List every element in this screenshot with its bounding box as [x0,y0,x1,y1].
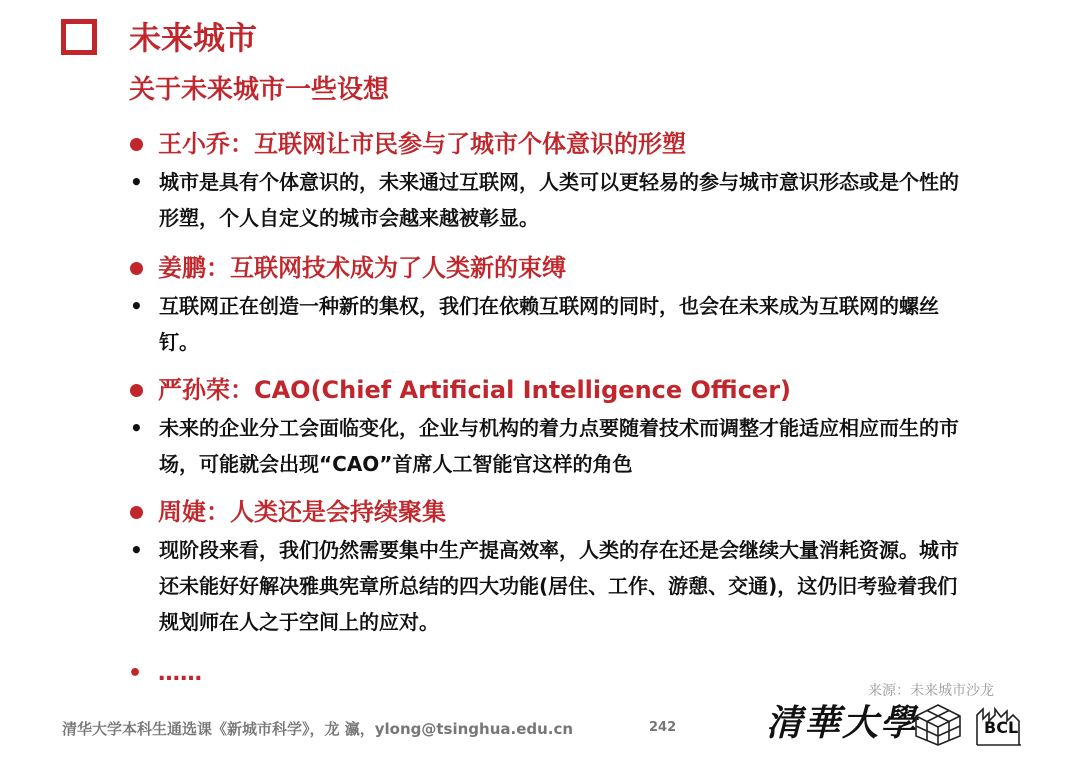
red-bullet-icon [130,384,143,397]
title-square-icon [61,19,97,55]
section-body-text: 城市是具有个体意识的，未来通过互联网，人类可以更轻易的参与城市意识形态或是个性的形塑，个人自定义的城市会越来越被彰显。 [159,170,959,230]
section-body-text: 互联网正在创造一种新的集权，我们在依赖互联网的同时，也会在未来成为互联网的螺丝钉。 [159,294,939,354]
page-title: 未来城市 [129,19,258,57]
section-heading-text: 严孙荣：CAO(Chief Artificial Intelligence Officer) [158,376,792,404]
footer-course-info: 清华大学本科生通选课《新城市科学》，龙 瀛，ylong@tsinghua.edu.cn [62,720,574,738]
section-body-text: 现阶段来看，我们仍然需要集中生产提高效率，人类的存在还是会继续大量消耗资源。城市还未能好好解决雅典宪章所总结的四大功能(居住、工作、游憩、交通)，这仍旧考验着我们规划师在人之于空间上的应对。 [159,538,959,634]
bullet-icon: • [130,416,143,440]
bullet-icon: • [130,294,143,318]
section-heading-text: 周婕：人类还是会持续聚集 [158,498,446,526]
red-bullet-char-icon: • [128,661,143,686]
section-heading-text: 姜鹏：互联网技术成为了人类新的束缚 [158,254,566,282]
section-body-text: 未来的企业分工会面临变化，企业与机构的着力点要随着技术而调整才能适应相应而生的市场，可能就会出现“CAO”首席人工智能官这样的角色 [159,416,959,476]
ellipsis-text: …… [158,661,202,686]
bcl-logo [975,705,1025,751]
bullet-icon: • [130,170,143,194]
tsinghua-logo: 清華大學 [766,702,919,744]
red-bullet-icon [130,506,143,519]
cube-logo-icon [913,703,963,747]
section-heading-text: 王小乔：互联网让市民参与了城市个体意识的形塑 [158,130,686,158]
bullet-icon: • [130,538,143,562]
red-bullet-icon [130,138,143,151]
page-number: 242 [649,720,677,735]
red-bullet-icon [130,262,143,275]
page-subtitle: 关于未来城市一些设想 [129,75,390,105]
bcl-logo-text: BCL [984,718,1019,737]
source-note: 来源：未来城市沙龙 [868,683,994,699]
